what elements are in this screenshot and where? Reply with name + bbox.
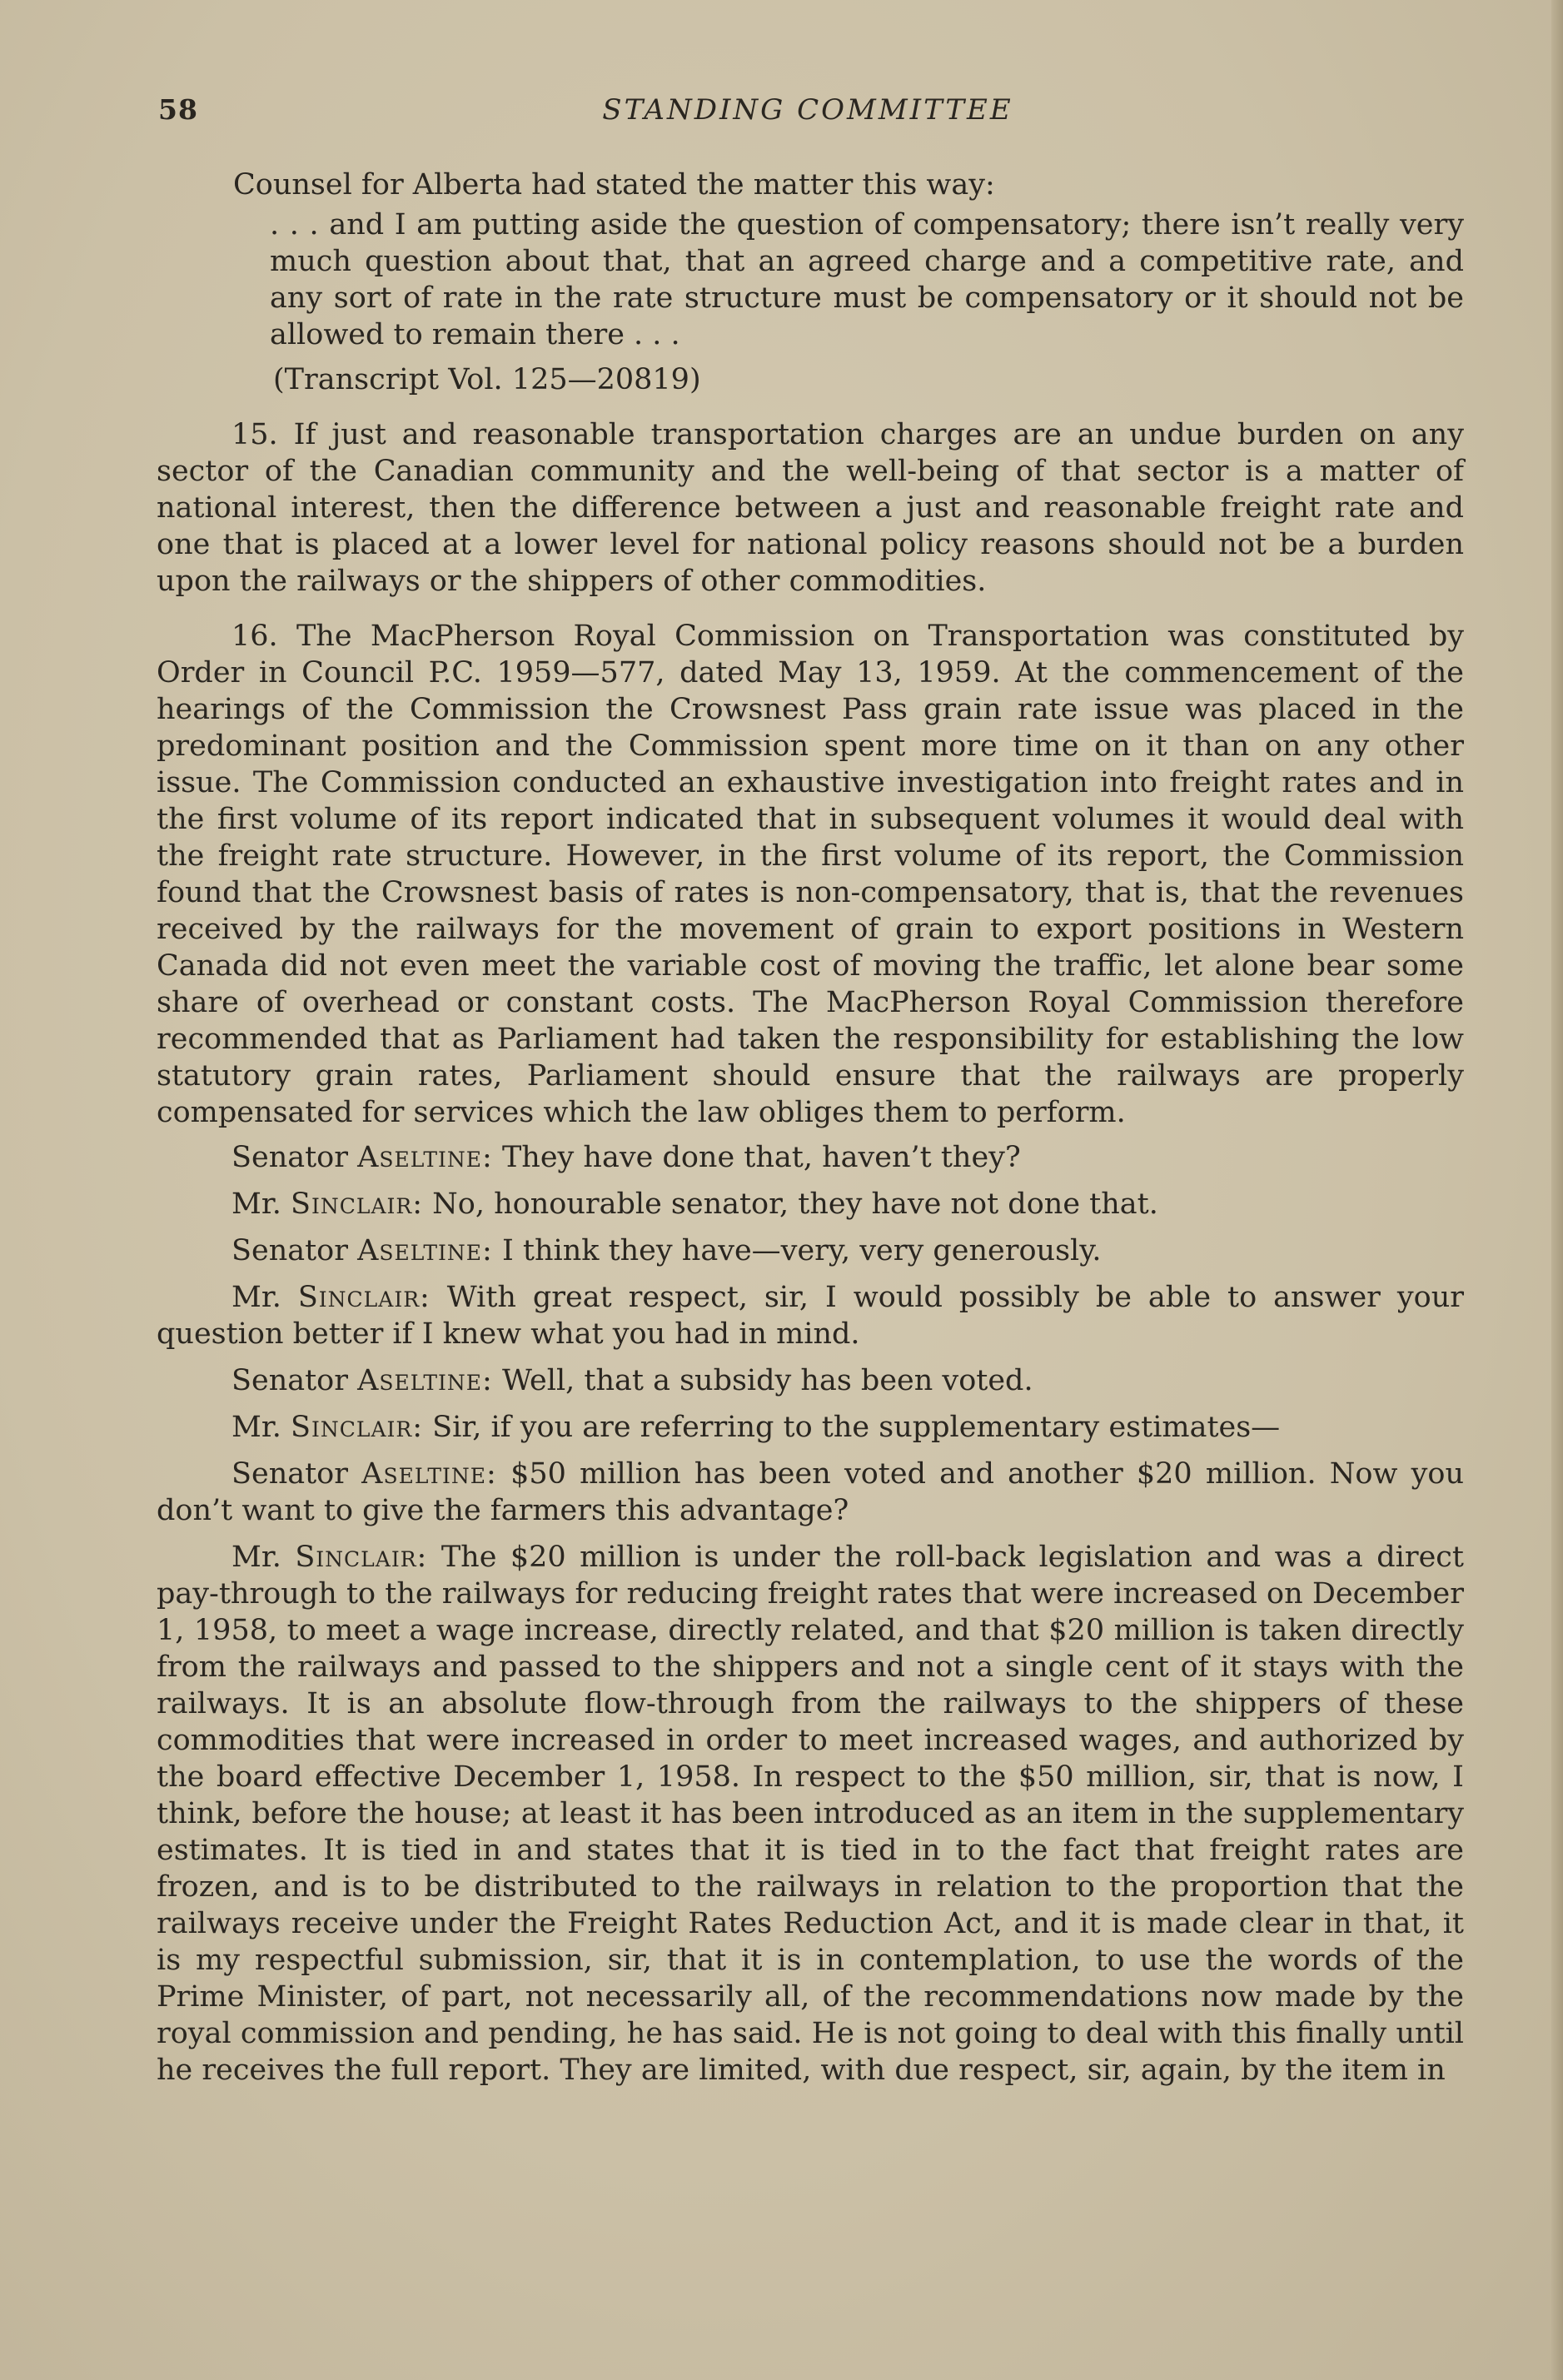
speaker-name: Aseltine: [357, 1234, 493, 1267]
speaker-name: Aseltine: [357, 1141, 493, 1174]
block-quote: . . . and I am putting aside the question of compensatory; there isn’t really very much question about that, that an agreed charge and a competitive rate, and any sort of rate in the rate structure must be compensatory or it should not be allowed to remain there . . . [270, 208, 1464, 351]
paragraph-15: 15. If just and reasonable transportation charges are an undue burden on any sector of the Canadian community and the well-being of that sector is a matter of national interest, then the difference between a just and reasonable freight rate and one that is placed at a lower level for national policy reasons should not be a burden upon the railways or the shippers of other commodities. [157, 418, 1464, 598]
speaker-title: Senator [231, 1364, 348, 1397]
speaker-title: Senator [231, 1141, 348, 1174]
speaker-name: Aseltine: [361, 1457, 497, 1491]
dialogue-line [157, 1186, 1464, 1222]
dialogue-line [157, 1362, 1464, 1399]
dialogue-line [157, 1139, 1464, 1176]
speaker-name: Sinclair: [291, 1411, 424, 1444]
page-header [158, 93, 1457, 143]
speaker-title: Senator [231, 1234, 348, 1267]
speech-text: No, honourable senator, they have not done that. [432, 1188, 1158, 1221]
paragraph-16: 16. The MacPherson Royal Commission on Transportation was constituted by Order in Council P.C. 1959—577, dated May 13, 1959. At the commencement of the hearings of the Commission the Crowsnest Pass grain rate issue was placed in the predominant position and the Commission spent more time on it than on any other issue. The Commission conducted an exhaustive investigation into freight rates and in the first volume of its report indicated that in subsequent volumes it would deal with the freight rate structure. However, in the first volume of its report, the Commission found that the Crowsnest basis of rates is non-compensatory, that is, that the revenues received by the railways for the movement of grain to export positions in Western Canada did not even meet the variable cost of moving the traffic, let alone bear some share of overhead or constant costs. The MacPherson Royal Commission therefore recommended that as Parliament had taken the responsibility for establishing the low statutory grain rates, Parliament should ensure that the railways are properly compensated for services which the law obliges them to perform. [157, 620, 1464, 1129]
running-title: STANDING COMMITTEE [602, 93, 1013, 127]
speech-text: Sir, if you are referring to the supplementary estimates— [432, 1411, 1281, 1444]
speech-text: They have done that, haven’t they? [501, 1141, 1021, 1174]
citation: (Transcript Vol. 125—20819) [273, 363, 701, 396]
dialogue-line [157, 1279, 1464, 1352]
speech-text: The $20 million is under the roll-back legislation and was a direct pay-through to the railways for reducing freight rates that were increased on December 1, 1958, to meet a wage increase, directly related, and that $20 million is taken directly from the railways and passed to the shippers and not a single cent of it stays with the railways. It is an absolute flow-through from the railways to the shippers of these commodities that were increased in order to meet increased wages, and authorized by the board effective December 1, 1958. In respect to the $50 million, sir, that is now, I think, before the house; at least it has been introduced as an item in the supplementary estimates. It is tied in and states that it is tied in to the fact that freight rates are frozen, and is to be distributed to the railways in relation to the proportion that the railways receive under the Freight Rates Reduction Act, and it is made clear in that, it is my respectful submission, sir, that it is in contemplation, to use the words of the Prime Minister, of part, not necessarily all, of the recommendations now made by the royal commission and pending, he has said. He is not going to deal with this finally until he receives the full report. They are limited, with due respect, sir, again, by the item in [157, 1541, 1464, 2087]
speaker-name: Aseltine: [357, 1364, 493, 1397]
speaker-title: Mr. [231, 1541, 281, 1574]
speech-text: I think they have—very, very generously. [501, 1234, 1102, 1267]
speaker-title: Mr. [231, 1411, 281, 1444]
dialogue-line [157, 1539, 1464, 2089]
dialogue-line [157, 1456, 1464, 1529]
dialogue-line [157, 1409, 1464, 1446]
speech-text: With great respect, sir, I would possibly be able to answer your question better if I knew what you had in mind. [157, 1281, 1464, 1351]
intro-line: Counsel for Alberta had stated the matter this way: [233, 168, 995, 202]
speaker-name: Sinclair: [291, 1188, 424, 1221]
dialogue-line [157, 1232, 1464, 1269]
speaker-name: Sinclair: [295, 1541, 428, 1574]
speaker-name: Sinclair: [297, 1281, 431, 1314]
speaker-title: Senator [231, 1457, 348, 1491]
page-body [157, 167, 1464, 2099]
page-number: 58 [158, 93, 198, 126]
page-edge [1551, 0, 1563, 2380]
speaker-title: Mr. [231, 1281, 281, 1314]
speech-text: Well, that a subsidy has been voted. [501, 1364, 1033, 1397]
speech-text: $50 million has been voted and another $20 million. Now you don’t want to give the farmers this advantage? [157, 1457, 1464, 1527]
speaker-title: Mr. [231, 1188, 281, 1221]
